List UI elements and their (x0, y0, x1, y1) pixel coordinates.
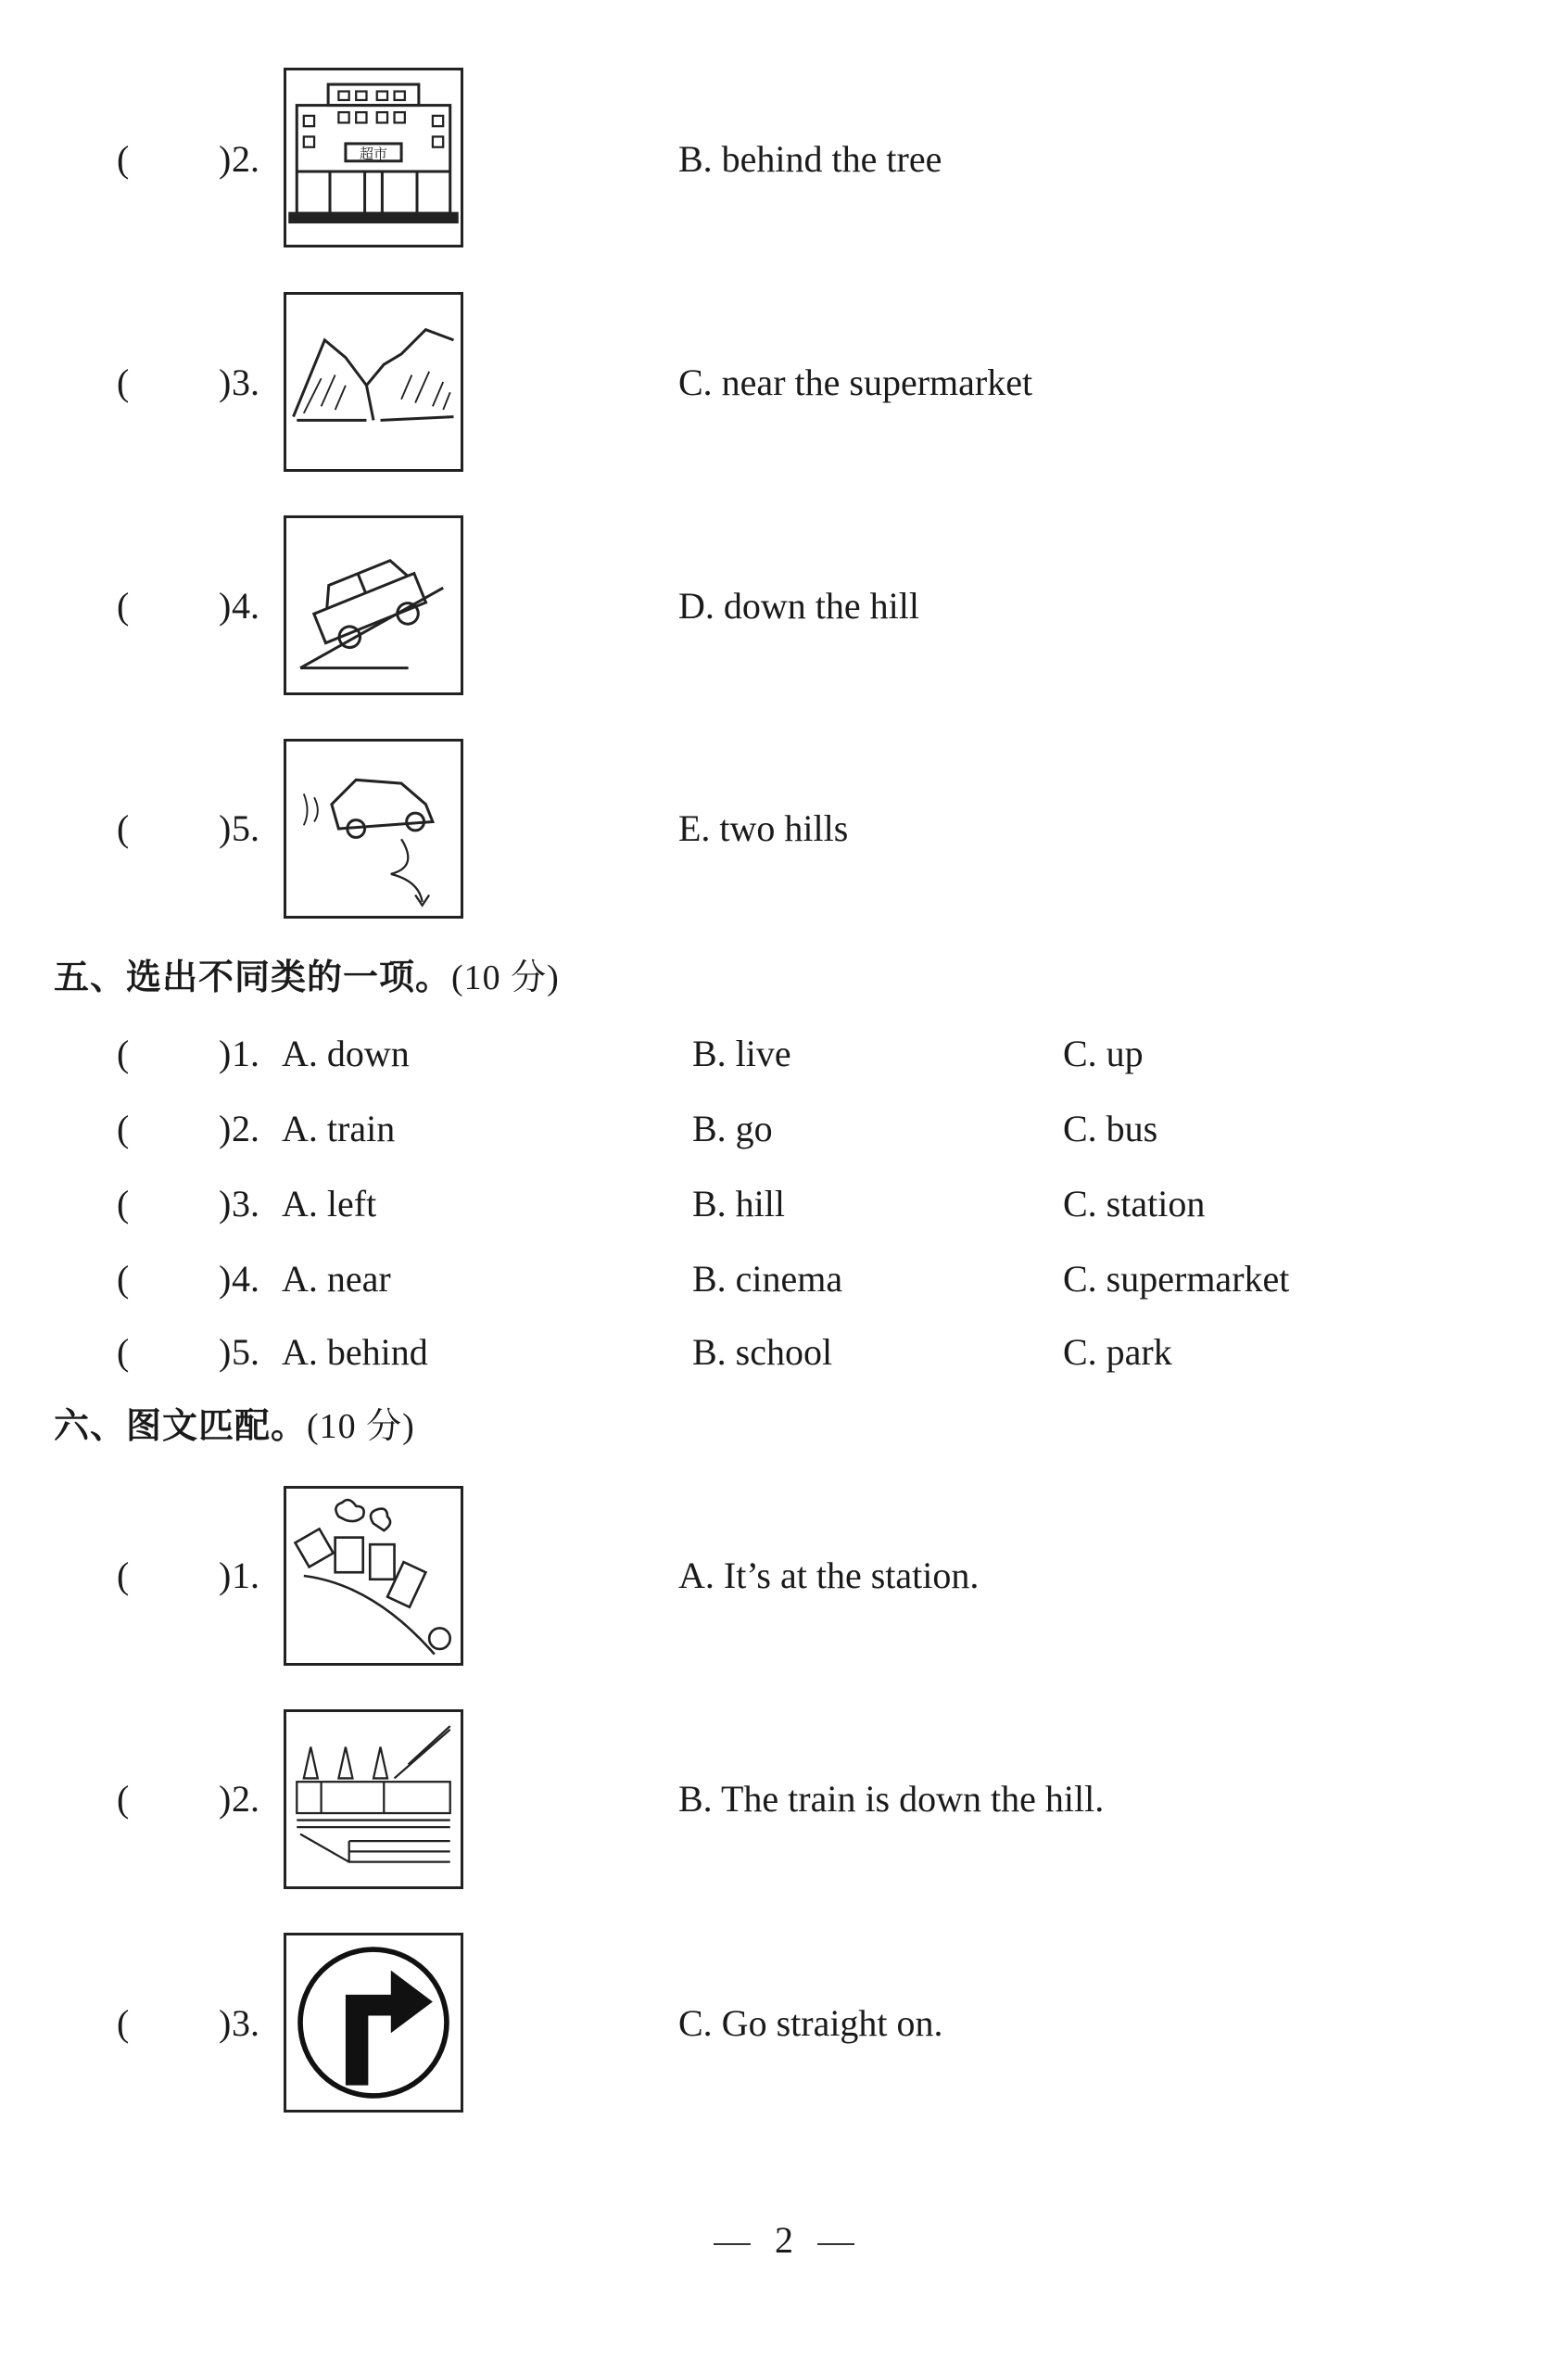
option-b: B. live (692, 1033, 791, 1074)
item-number: 4. (232, 1258, 259, 1300)
answer-blank-close: ) (219, 1778, 232, 1820)
option-a: A. down (282, 1033, 410, 1074)
item-number: 4. (232, 585, 259, 627)
option-text: A. It’s at the station. (678, 1555, 980, 1596)
option-a: A. left (282, 1183, 377, 1225)
option-text: B. behind the tree (678, 138, 942, 180)
section6-title: 六、图文匹配。 (54, 1405, 308, 1446)
answer-blank-open[interactable]: ( (117, 1331, 130, 1373)
option-c: C. station (1063, 1183, 1206, 1225)
item-number: 1. (232, 1033, 259, 1074)
answer-blank-open[interactable]: ( (117, 1778, 130, 1820)
option-c: C. supermarket (1063, 1258, 1290, 1300)
answer-blank-close: ) (219, 1555, 232, 1596)
page-number: 2 (775, 2219, 793, 2261)
section6-heading (54, 1403, 415, 1449)
option-text: E. two hills (678, 807, 849, 849)
answer-blank-open[interactable]: ( (117, 807, 130, 849)
answer-blank-open[interactable]: ( (117, 1108, 130, 1149)
turn-right-sign-picture (284, 1933, 463, 2113)
item-number: 2. (232, 1108, 259, 1149)
answer-blank-close: ) (219, 2002, 232, 2044)
answer-blank-close: ) (219, 1033, 232, 1074)
answer-blank-close: ) (219, 138, 232, 180)
option-text: D. down the hill (678, 585, 919, 627)
option-text: C. near the supermarket (678, 362, 1033, 403)
footer-dash-right (817, 2243, 854, 2245)
answer-blank-open[interactable]: ( (117, 1258, 130, 1300)
section6-points: (10 分) (307, 1407, 415, 1446)
item-number: 1. (232, 1555, 259, 1596)
car-down-hill-picture (284, 515, 463, 695)
answer-blank-open[interactable]: ( (117, 585, 130, 627)
train-down-hill-picture (284, 1486, 463, 1666)
car-turning-picture (284, 739, 463, 919)
item-number: 3. (232, 1183, 259, 1225)
answer-blank-close: ) (219, 1183, 232, 1225)
train-at-station-picture (284, 1709, 463, 1889)
answer-blank-open[interactable]: ( (117, 1033, 130, 1074)
answer-blank-close: ) (219, 1108, 232, 1149)
option-a: A. near (282, 1258, 391, 1300)
section5-points: (10 分) (451, 958, 560, 997)
answer-blank-open[interactable]: ( (117, 362, 130, 403)
answer-blank-open[interactable]: ( (117, 2002, 130, 2044)
answer-blank-close: ) (219, 362, 232, 403)
item-number: 5. (232, 807, 259, 849)
option-a: A. behind (282, 1331, 428, 1373)
option-b: B. school (692, 1331, 833, 1373)
section5-heading (54, 955, 560, 1000)
turn-right-arrow-icon (286, 1935, 461, 2110)
answer-blank-open[interactable]: ( (117, 1183, 130, 1225)
answer-blank-close: ) (219, 1331, 232, 1373)
answer-blank-close: ) (219, 807, 232, 849)
option-c: C. up (1063, 1033, 1144, 1074)
option-text: B. The train is down the hill. (678, 1778, 1105, 1820)
item-number: 2. (232, 1778, 259, 1820)
footer-dash-left (714, 2243, 751, 2245)
option-b: B. cinema (692, 1258, 843, 1300)
page-footer (0, 2218, 1568, 2263)
option-a: A. train (282, 1108, 396, 1149)
option-b: B. go (692, 1108, 773, 1149)
supermarket-sign-text: 超市 (359, 146, 388, 162)
item-number: 3. (232, 2002, 259, 2044)
item-number: 3. (232, 362, 259, 403)
option-c: C. park (1063, 1331, 1172, 1373)
option-b: B. hill (692, 1183, 786, 1225)
option-text: C. Go straight on. (678, 2002, 943, 2044)
two-hills-picture (284, 292, 463, 472)
answer-blank-open[interactable]: ( (117, 1555, 130, 1596)
answer-blank-close: ) (219, 585, 232, 627)
answer-blank-close: ) (219, 1258, 232, 1300)
item-number: 2. (232, 138, 259, 180)
item-number: 5. (232, 1331, 259, 1373)
answer-blank-open[interactable]: ( (117, 138, 130, 180)
section5-title: 五、选出不同类的一项。 (54, 957, 452, 997)
option-c: C. bus (1063, 1108, 1158, 1149)
supermarket-building-picture (284, 68, 463, 247)
